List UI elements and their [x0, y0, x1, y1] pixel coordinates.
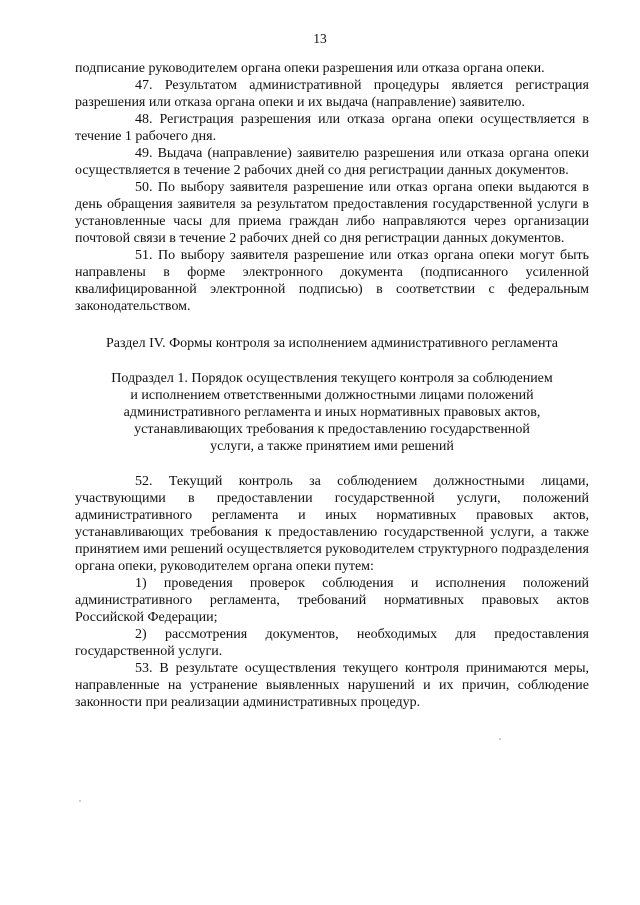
paragraph-49: 49. Выдача (направление) заявителю разрешения или отказа органа опеки осуществляется в течение 2 рабочих дней со дня регистрации данных документов.: [75, 146, 589, 178]
subsection-title-line: административного регламента и иных нормативных правовых актов,: [123, 405, 541, 420]
paragraph-51: 51. По выбору заявителя разрешение или отказ органа опеки могут быть направлены в форме электронного документа (подписанного усиленной квалифицированной электронной подписью) в соответствии с федеральным законодательством.: [75, 248, 589, 314]
page-number: 13: [313, 31, 327, 46]
list-item-2: 2) рассмотрения документов, необходимых для предоставления государственной услуги.: [75, 627, 589, 659]
subsection-title-line: и исполнением ответственными должностными лицами положений: [130, 388, 534, 403]
paragraph-48: 48. Регистрация разрешения или отказа органа опеки осуществляется в течение 1 рабочего дня.: [75, 112, 589, 144]
paragraph-53: 53. В результате осуществления текущего контроля принимаются меры, направленные на устранение выявленных нарушений и их причин, соблюдение законности при реализации административных процедур.: [75, 661, 589, 710]
subsection-title-line: Подраздел 1. Порядок осуществления текущего контроля за соблюдением: [111, 371, 553, 386]
paragraph-continuation: подписание руководителем органа опеки разрешения или отказа органа опеки.: [75, 61, 545, 76]
paragraph-47: 47. Результатом административной процедуры является регистрация разрешения или отказа органа опеки и их выдача (направление) заявителю.: [75, 78, 589, 110]
paragraph-50: 50. По выбору заявителя разрешение или отказ органа опеки выдаются в день обращения заявителя за результатом предоставления государственной услуги в установленные часы для приема граждан либо направляются через организации почтовой связи в течение 2 рабочих дней со дня регистрации данных документов.: [75, 180, 589, 246]
list-item-1: 1) проведения проверок соблюдения и исполнения положений административного регламента, требований нормативных правовых актов Российской Федерации;: [75, 576, 589, 625]
scan-speck: [499, 738, 501, 740]
scan-speck: [79, 800, 81, 802]
spacer: [75, 455, 589, 473]
subsection-title: [75, 370, 589, 455]
document-body: [75, 60, 589, 711]
subsection-title-line: услуги, а также принятием ими решений: [210, 439, 454, 454]
paragraph-52: 52. Текущий контроль за соблюдением должностными лицами, участвующими в предоставлении государственной услуги, положений административного регламента и иных нормативных правовых актов, устанавливающих требования к предоставлению государственной услуги, а также принятием ими решений осуществляется руководителем структурного подразделения органа опеки, руководителем органа опеки путем:: [75, 474, 589, 574]
section-title: Раздел IV. Формы контроля за исполнением административного регламента: [106, 336, 558, 351]
subsection-title-line: устанавливающих требования к предоставлению государственной: [134, 422, 530, 437]
